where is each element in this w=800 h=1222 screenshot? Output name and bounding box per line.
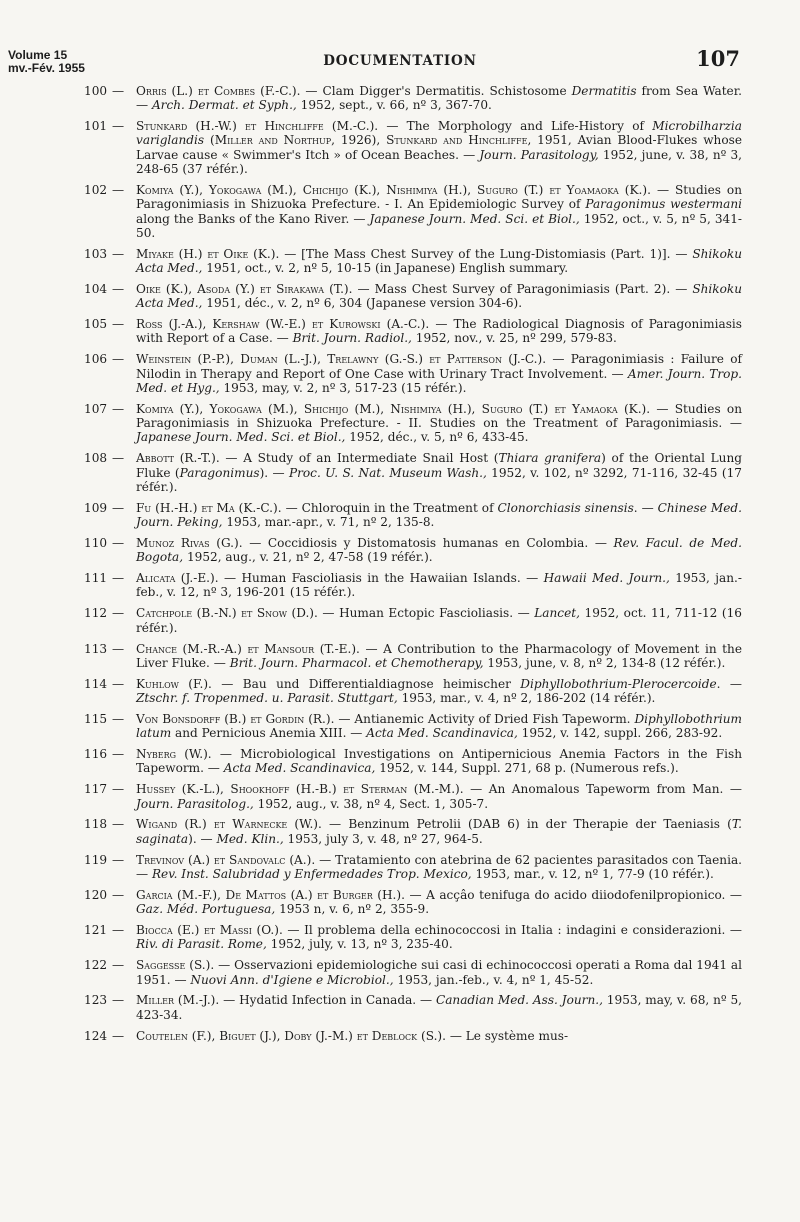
entry-dash: — — [112, 500, 125, 515]
entry-text: 1952, déc., v. 5, nº 6, 433-45. — [345, 430, 529, 445]
entry-dash: — — [112, 451, 125, 466]
bibliography-entry — [84, 782, 742, 811]
entry-text: — Bau und Differentialdiagnose heimischer — [211, 676, 521, 691]
entry-italic-text: Med. Klin., — [216, 831, 284, 846]
bibliography-entry — [84, 711, 742, 741]
entry-text: 1952, v. 142, suppl. 266, 283-92. — [517, 726, 723, 741]
entry-italic-text: Acta Med. Scandinavica, — [223, 761, 376, 776]
entry-dash: — — [112, 817, 125, 832]
entry-text: — The Morphology and Life-History of — [378, 119, 653, 134]
entry-text: 1951, oct., v. 2, nº 5, 10-15 (in Japanese) English summary. — [202, 261, 569, 276]
entry-authors: Biocca (E.) et Massi (O.). — [136, 923, 283, 938]
entry-text: and Pernicious Anemia XIII. — — [171, 726, 367, 741]
entry-text: — Studies on Paragonimiasis in Shizuoka Prefecture. - II. Studies on the Treatment of Paragonimiasis. — — [136, 401, 742, 431]
entry-number: 105 — [84, 317, 108, 332]
entry-number: 117 — [84, 782, 108, 797]
entry-authors: Komiya (Y.), Yokogawa (M.), Shichijo (M.), Nishimiya (H.), Suguro (T.) et Yamaoka (K.). — [136, 401, 651, 416]
entry-dash: — — [112, 782, 125, 797]
entry-italic-text: Shikoku Acta Med., — [136, 246, 742, 276]
entry-dash: — — [112, 281, 125, 296]
volume-line: Volume 15 — [8, 48, 68, 62]
entry-number: 101 — [84, 119, 108, 134]
entry-text: — Mass Chest Survey of Paragonimiasis (Part. 2). — — [352, 281, 693, 296]
entry-text: — An Anomalous Tapeworm from Man. — — [463, 782, 742, 797]
entry-italic-text: T. saginata — [136, 817, 742, 846]
entry-text: — Microbiological Investigations on Antipernicious Anemia Factors in the Fish Tapeworm. — — [136, 747, 742, 776]
entry-text: — Osservazioni epidemiologiche sui casi di echinococcosi operati a Roma dal 1941 al 1951. — — [136, 958, 743, 987]
entry-number: 109 — [84, 500, 108, 515]
entry-dash: — — [112, 571, 125, 586]
entry-italic-text: Gaz. Méd. Portuguesa, — [136, 902, 276, 917]
entry-italic-text: Rev. Inst. Salubridad y Enfermedades Trop. Mexico, — [151, 866, 472, 881]
entry-number: 111 — [84, 571, 108, 586]
bibliography-entry — [84, 352, 743, 395]
entry-authors: Hussey (K.-L.), Shookhoff (H.-B.) et Sterman (M.-M.). — [136, 782, 464, 797]
entry-text: ) of the Oriental Lung Fluke ( — [136, 451, 742, 480]
entry-italic-text: Proc. U. S. Nat. Museum Wash., — [288, 465, 487, 480]
entry-text: . — — [716, 676, 742, 691]
entry-number: 107 — [84, 401, 108, 416]
entry-authors: Kuhlow (F.). — [136, 676, 212, 691]
entry-italic-text: Dermatitis — [571, 84, 637, 98]
issue-date-line: mv.-Fév. 1955 — [8, 61, 85, 75]
entry-italic-text: Brit. Journ. Pharmacol. et Chemotherapy, — [229, 655, 484, 670]
entry-italic-text: Shikoku Acta Med., — [136, 281, 743, 311]
entry-italic-text: Lancet, — [534, 606, 580, 621]
entry-number: 114 — [84, 676, 108, 691]
entry-text: 1953, may, v. 2, nº 3, 517-23 (15 référ.). — [219, 380, 467, 395]
entry-italic-text: Microbilharzia variglandis — [136, 119, 742, 148]
entry-authors: Wigand (R.) et Warnecke (W.). — [136, 817, 322, 832]
entry-dash: — — [112, 246, 125, 261]
entry-authors: Orris (L.) et Combes (F.-C.). — [136, 84, 301, 98]
entry-dash: — — [112, 84, 125, 98]
entry-text: along the Banks of the Kano River. — — [136, 211, 370, 226]
bibliography-entry — [84, 641, 742, 671]
entry-authors: Catchpole (B.-N.) et Snow (D.). — [136, 606, 318, 621]
entry-dash: — — [112, 887, 125, 902]
entry-italic-text: Japanese Journ. Med. Sci. et Biol., — [369, 211, 580, 226]
bibliography-entry — [84, 923, 742, 952]
entry-number: 115 — [84, 711, 108, 726]
entry-text: 1952, sept., v. 66, nº 3, 367-70. — [296, 98, 492, 113]
entry-dash: — — [112, 352, 125, 367]
entry-italic-text: Riv. di Parasit. Rome, — [136, 937, 267, 952]
entry-dash: — — [112, 747, 125, 762]
entry-text: 1953, july 3, v. 48, nº 27, 964-5. — [283, 831, 483, 846]
entry-authors: Alicata (J.-E.). — [136, 571, 219, 586]
entry-number: 118 — [84, 817, 108, 832]
bibliography-entry — [84, 747, 742, 776]
entry-dash: — — [112, 606, 125, 621]
entry-number: 110 — [84, 535, 108, 550]
entry-text: — A Study of an Intermediate Snail Host ( — [219, 451, 499, 466]
running-title: DOCUMENTATION — [323, 53, 477, 69]
entry-number: 112 — [84, 606, 108, 621]
entry-dash: — — [112, 182, 125, 197]
entry-text: — Benzinum Petrolii (DAB 6) in der Therapie der Taeniasis ( — [321, 817, 732, 832]
page-number: 107 — [696, 46, 740, 71]
entry-authors: Von Bonsdorff (B.) et Gordin (R.). — [136, 711, 335, 726]
bibliography-entry — [84, 500, 742, 530]
entry-authors: Trevinov (A.) et Sandovalc (A.). — [136, 852, 316, 867]
entry-number: 100 — [84, 84, 108, 98]
entry-italic-text: Brit. Journ. Radiol., — [292, 331, 412, 346]
entry-italic-text: Chinese Med. Journ. Peking, — [136, 500, 742, 530]
entry-text: ). — — [188, 831, 217, 846]
entry-italic-text: Diphyllobothrium-Plerocercoide — [520, 676, 717, 691]
entry-text: 1953, jan.-feb., v. 4, nº 1, 45-52. — [393, 972, 594, 987]
bibliography-entry — [84, 852, 742, 882]
bibliography-entry — [84, 571, 742, 600]
entry-authors: Abbott (R.-T.). — [136, 451, 220, 466]
entry-text: 1951, déc., v. 2, nº 6, 304 (Japanese version 304-6). — [202, 296, 523, 311]
entry-text: from Sea Water. — — [136, 84, 743, 113]
entry-authors: Ross (J.-A.), Kershaw (W.-E.) et Kurowski (A.-C.). — [136, 317, 430, 332]
entry-text: — Il problema della echinococcosi in Italia : indagini e considerazioni. — — [282, 923, 742, 938]
entry-italic-text: Paragonimus westermani — [585, 197, 742, 212]
entry-text: 1952, june, v. 38, nº 3, 248-65 (37 référ.). — [136, 147, 742, 177]
entry-text: , 1951, Avian Blood-Flukes whose Larvae cause « Swimmer's Itch » of Ocean Beaches. — — [136, 133, 742, 162]
entry-italic-text: Paragonimus — [179, 465, 260, 480]
entry-authors: Saggesse (S.). — [136, 958, 215, 973]
entry-text: — Coccidiosis y Distomatosis humanas en Colombia. — — [242, 535, 614, 550]
entry-italic-text: Amer. Journ. Trop. Med. et Hyg., — [136, 366, 743, 395]
entry-text: 1952, aug., v. 21, nº 2, 47-58 (19 référ.). — [183, 550, 433, 565]
entry-text: — A Contribution to the Pharmacology of Movement in the Liver Fluke. — — [136, 641, 742, 670]
entry-authors: Coutelen (F.), Biguet (J.), Doby (J.-M.) et Deblock (S.). — [136, 1028, 446, 1043]
entry-number: 116 — [84, 747, 108, 762]
entry-number: 122 — [84, 958, 108, 973]
entry-dash: — — [112, 535, 125, 550]
entry-italic-text: Hawaii Med. Journ., — [543, 571, 670, 586]
entry-text: — A acçâo tenifuga do acido diiodofenilpropionico. — — [404, 887, 742, 902]
entry-text: 1952, nov., v. 25, nº 299, 579-83. — [411, 331, 617, 346]
entry-text: 1953, mar., v. 12, nº 1, 77-9 (10 référ.). — [471, 866, 714, 881]
entry-italic-text: Diphyllobothrium latum — [136, 711, 742, 741]
entry-italic-text: Japanese Journ. Med. Sci. et Biol., — [136, 430, 346, 445]
entry-authors: Stunkard and Hinchliffe — [386, 133, 528, 148]
entry-authors: Weinstein (P.-P.), Duman (L.-J.), Trelawny (G.-S.) et Patterson (J.-C.). — [136, 352, 547, 367]
entry-text: . — — [633, 500, 658, 515]
bibliography-entry — [84, 1028, 742, 1043]
entry-dash: — — [112, 852, 125, 867]
entry-dash: — — [112, 923, 125, 938]
entry-text: 1952, oct. 11, 711-12 (16 référ.). — [136, 606, 742, 635]
entry-dash: — — [112, 711, 125, 726]
bibliography-entry — [84, 182, 742, 240]
entry-text: — Clam Digger's Dermatitis. Schistosome — [300, 84, 572, 98]
bibliography-entry — [84, 119, 742, 177]
entry-italic-text: Journ. Parasitolog., — [136, 796, 254, 811]
entry-italic-text: Ztschr. f. Tropenmed. u. Parasit. Stuttgart, — [136, 691, 398, 705]
entry-text: — Hydatid Infection in Canada. — — [219, 993, 436, 1008]
bibliography-entry — [84, 84, 743, 113]
entry-text: ( — [204, 133, 215, 148]
entry-text: — Human Fascioliasis in the Hawaiian Islands. — — [218, 571, 544, 586]
entry-text: 1952, v. 144, Suppl. 271, 68 p. (Numerous refs.). — [375, 761, 679, 776]
entry-text: — Chloroquin in the Treatment of — [281, 500, 498, 515]
entry-number: 119 — [84, 852, 108, 867]
entry-number: 103 — [84, 246, 108, 261]
entry-italic-text: Arch. Dermat. et Syph., — [151, 98, 297, 113]
entry-number: 121 — [84, 923, 108, 938]
bibliography-entry — [84, 451, 742, 494]
entry-dash: — — [112, 119, 125, 134]
bibliography-entry — [84, 958, 743, 987]
entry-text: 1953, may, v. 68, nº 5, 423-34. — [136, 993, 742, 1022]
entry-authors: Garcia (M.-F.), De Mattos (A.) et Burger (H.). — [136, 887, 405, 902]
entry-number: 102 — [84, 182, 108, 197]
entry-number: 123 — [84, 993, 108, 1008]
entry-text: — Studies on Paragonimiasis in Shizuoka Prefecture. - I. An Epidemiologic Survey of — [136, 182, 742, 212]
bibliography-entry — [84, 817, 742, 846]
entry-text: — Paragonimiasis : Failure of Nilodin in Therapy and Report of One Case with Urinary Tract Involvement. — — [136, 352, 742, 381]
bibliography-entry — [84, 676, 742, 706]
entry-italic-text: Rev. Facul. de Med. Bogota, — [136, 535, 742, 565]
bibliography-entry — [84, 993, 742, 1022]
entry-italic-text: Canadian Med. Ass. Journ., — [435, 993, 603, 1008]
entry-text: — Tratamiento con atebrina de 62 pacientes parasitados con Taenia. — — [136, 852, 742, 881]
entry-authors: Oike (K.), Asoda (Y.) et Sirakawa (T.). — [136, 281, 353, 296]
entry-authors: Chance (M.-R.-A.) et Mansour (T.-E.). — [136, 641, 360, 656]
bibliography-entry — [84, 401, 742, 445]
entry-authors: Fu (H.-H.) et Ma (K.-C.). — [136, 500, 282, 515]
entry-text: 1953, jan.-feb., v. 12, nº 3, 196-201 (15 référ.). — [136, 571, 742, 600]
entry-text: — [The Mass Chest Survey of the Lung-Distomiasis (Part. 1)]. — — [279, 246, 693, 261]
entry-text: 1953, mar.-apr., v. 71, nº 2, 135-8. — [222, 515, 435, 530]
entry-text: ). — — [259, 465, 289, 480]
entry-authors: Munoz Rivas (G.). — [136, 535, 243, 550]
entry-dash: — — [112, 641, 125, 656]
entry-authors: Miller and Northup — [214, 133, 332, 148]
entry-italic-text: Nuovi Ann. d'Igiene e Microbiol., — [190, 972, 394, 987]
entry-italic-text: Thiara granifera — [498, 451, 602, 466]
entry-authors: Miller (M.-J.). — [136, 993, 220, 1008]
entry-text: — The Radiological Diagnosis of Paragonimiasis with Report of a Case. — — [136, 317, 742, 346]
entry-text: 1953 n, v. 6, nº 2, 355-9. — [275, 902, 430, 917]
entry-dash: — — [112, 993, 125, 1008]
bibliography-entry — [84, 606, 742, 635]
entry-italic-text: Clonorchiasis sinensis — [497, 500, 634, 515]
bibliography-entry — [84, 887, 742, 917]
entry-italic-text: Acta Med. Scandinavica, — [366, 726, 518, 741]
entry-text: 1952, oct., v. 5, nº 5, 341-50. — [136, 211, 742, 240]
entry-authors: Miyake (H.) et Oike (K.). — [136, 246, 280, 261]
entry-text: — Le système mus- — [445, 1028, 569, 1043]
entry-dash: — — [112, 317, 125, 332]
bibliography-entry — [84, 317, 742, 346]
entry-authors: Komiya (Y.), Yokogawa (M.), Chichijo (K.), Nishimiya (H.), Suguro (T.) et Yoamaoka (K.). — [136, 182, 651, 197]
entry-number: 104 — [84, 281, 108, 296]
entry-text: , 1926), — [331, 133, 387, 148]
bibliography-list — [84, 84, 743, 1049]
entry-number: 124 — [84, 1028, 108, 1043]
entry-italic-text: Journ. Parasitology, — [479, 147, 599, 162]
entry-text: 1953, june, v. 8, nº 2, 134-8 (12 référ.). — [483, 655, 726, 670]
entry-text: — Human Ectopic Fascioliasis. — — [317, 606, 535, 621]
entry-number: 106 — [84, 352, 108, 367]
entry-number: 108 — [84, 451, 108, 466]
entry-text: 1952, aug., v. 38, nº 4, Sect. 1, 305-7. — [253, 796, 489, 811]
bibliography-entry — [84, 246, 742, 276]
entry-authors: Stunkard (H.-W.) et Hinchliffe (M.-C.). — [136, 119, 379, 134]
entry-dash: — — [112, 958, 125, 973]
entry-text: 1952, v. 102, nº 3292, 71-116, 32-45 (17 référ.). — [136, 465, 742, 494]
entry-dash: — — [112, 401, 125, 416]
entry-number: 113 — [84, 641, 108, 656]
bibliography-entry — [84, 535, 742, 565]
entry-number: 120 — [84, 887, 108, 902]
entry-authors: Nyberg (W.). — [136, 747, 212, 762]
bibliography-entry — [84, 281, 743, 311]
entry-dash: — — [112, 676, 125, 691]
entry-text: — Antianemic Activity of Dried Fish Tapeworm. — [334, 711, 635, 726]
entry-dash: — — [112, 1028, 125, 1043]
entry-text: 1953, mar., v. 4, nº 2, 186-202 (14 référ.). — [397, 691, 656, 705]
entry-text: 1952, july, v. 13, nº 3, 235-40. — [266, 937, 453, 952]
